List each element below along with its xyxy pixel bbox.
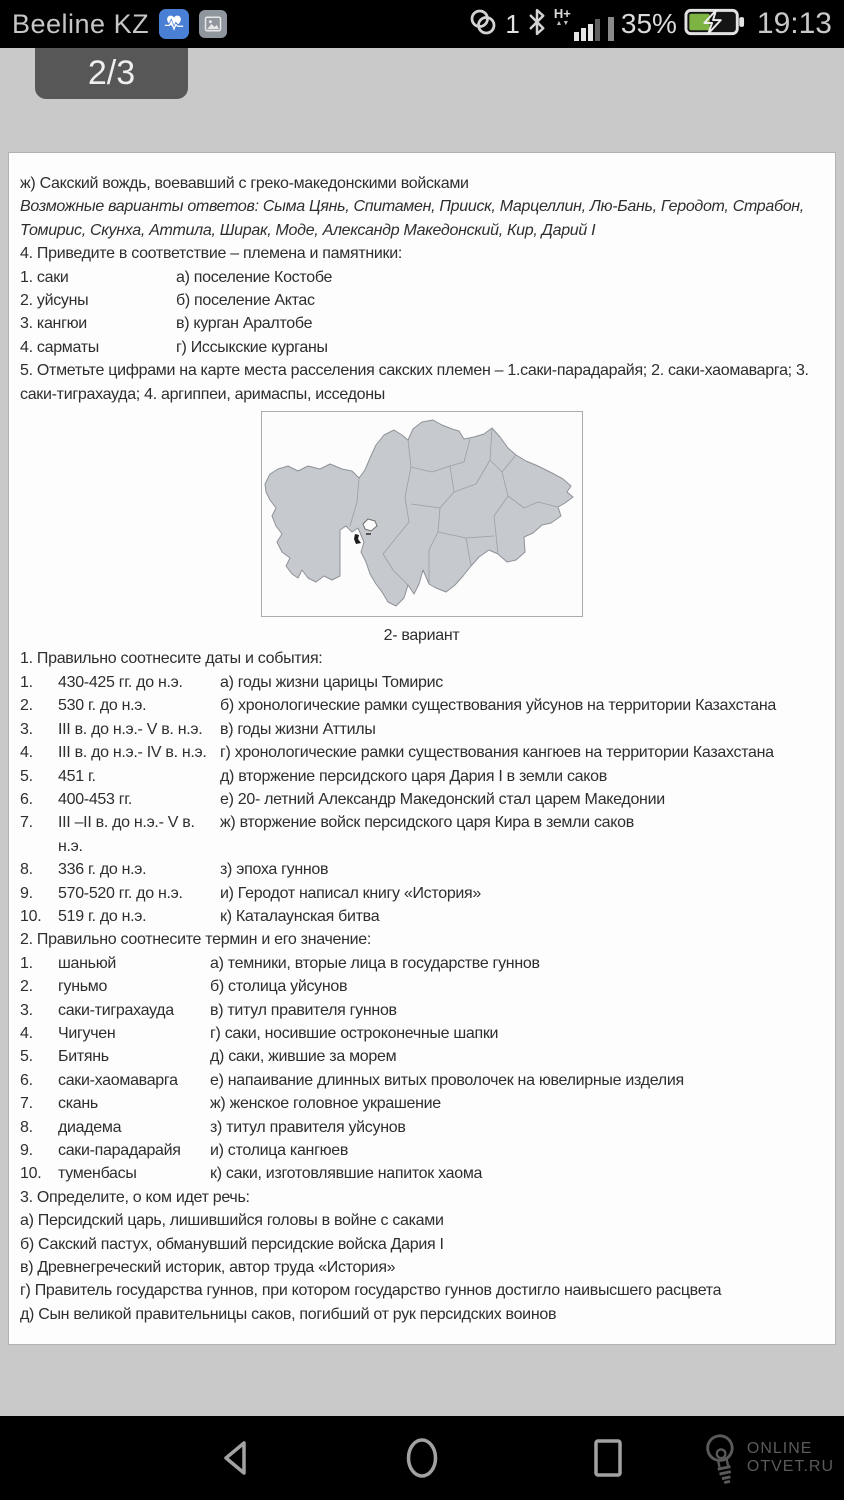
match-row: 6. саки-хаомаварга е) напаивание длинных витых проволочек на ювелирные изделия	[20, 1069, 823, 1092]
match-row: 2. 530 г. до н.э. б) хронологические рамки существования уйсунов на территории Казахстана	[20, 694, 823, 717]
match-right: а) годы жизни царицы Томирис	[220, 673, 443, 691]
match-row: 1. 430-425 гг. до н.э. а) годы жизни царицы Томирис	[20, 671, 823, 694]
match-row: 9. 570-520 гг. до н.э. и) Геродот написал книгу «История»	[20, 882, 823, 905]
match-left: 4. сарматы	[20, 338, 99, 356]
match-right: ж) вторжение войск персидского царя Кира в земли саков	[220, 814, 634, 832]
watermark	[701, 1432, 834, 1484]
question3-option: а) Персидский царь, лишившийся головы в войне с саками	[20, 1212, 444, 1230]
clock: 19:13	[756, 7, 832, 40]
match-row: 3. III в. до н.э.- V в. н.э. в) годы жизни Аттилы	[20, 718, 823, 741]
match-right: д) саки, жившие за морем	[210, 1048, 397, 1066]
match-right: д) вторжение персидского царя Дария I в земли саков	[220, 767, 607, 785]
home-button[interactable]	[382, 1416, 462, 1500]
kazakhstan-regions-map	[261, 411, 583, 617]
match-right: г) саки, носившие остроконечные шапки	[210, 1024, 499, 1042]
network-type-label: H+	[553, 6, 571, 21]
possible-answers-line: Возможные варианты ответов: Сыма Цянь, Спитамен, Прииск, Марцеллин, Лю-Бань, Геродот, Страбон, Томирис, Скунха, Аттила, Ширак, Моде, Александр Македонский, Кир, Дарий I	[20, 198, 804, 239]
match-right: а) поселение Костобе	[176, 268, 333, 286]
match-left: саки-хаомаварга	[58, 1071, 178, 1089]
battery-charging-icon	[684, 6, 746, 43]
match-row	[20, 289, 823, 312]
match-row	[20, 266, 823, 289]
bluetooth-icon	[527, 7, 547, 42]
recents-square-icon	[593, 1438, 623, 1478]
match-row: 4. III в. до н.э.- IV в. н.э. г) хронологические рамки существования кангюев на территории Казахстана	[20, 741, 823, 764]
match-row	[20, 312, 823, 335]
match-left: III в. до н.э.- IV в. н.э.	[58, 744, 207, 762]
match-row: 4. Чигучен г) саки, носившие остроконечные шапки	[20, 1022, 823, 1045]
match-row: 10. 519 г. до н.э. к) Каталаунская битва	[20, 905, 823, 928]
match-left: III в. до н.э.- V в. н.э.	[58, 720, 203, 738]
match-right: б) поселение Актас	[176, 292, 315, 310]
status-bar	[0, 0, 844, 48]
match-left: 519 г. до н.э.	[58, 907, 147, 925]
match-row: 2. гуньмо б) столица уйсунов	[20, 975, 823, 998]
answer-option-zh: ж) Сакский вождь, воевавший с греко-македонскими войсками	[20, 175, 469, 192]
android-nav-bar	[0, 1416, 844, 1500]
data-arrows-icon: ▲▼	[555, 20, 570, 27]
sync-loop-icon	[468, 7, 498, 42]
match-left: 530 г. до н.э.	[58, 697, 147, 715]
gallery-notification-icon	[199, 10, 227, 38]
match-right: з) титул правителя уйсунов	[210, 1118, 406, 1136]
match-row: 9. саки-парадарайя и) столица кангюев	[20, 1139, 823, 1162]
match-left: 400-453 гг.	[58, 790, 133, 808]
match-left: Чигучен	[58, 1024, 116, 1042]
match-left: гуньмо	[58, 978, 108, 996]
match-right: в) годы жизни Аттилы	[220, 720, 376, 738]
match-right: е) 20- летний Александр Македонский стал царем Македонии	[220, 790, 665, 808]
match-right: в) титул правителя гуннов	[210, 1001, 397, 1019]
match-right: з) эпоха гуннов	[220, 861, 329, 879]
carrier-label: Beeline KZ	[12, 8, 150, 39]
variant-heading: 2- вариант	[383, 627, 460, 645]
match-right: г) Иссыкские курганы	[176, 338, 328, 356]
match-left: III –II в. до н.э.- V в. н.э.	[58, 814, 195, 855]
lightbulb-icon	[696, 1428, 748, 1488]
kazakhstan-outline	[265, 420, 573, 606]
match-row: 7. скань ж) женское головное украшение	[20, 1092, 823, 1115]
match-right: е) напаивание длинных витых проволочек на ювелирные изделия	[210, 1071, 684, 1089]
match-right: к) Каталаунская битва	[220, 907, 380, 925]
match-left: 3. кангюи	[20, 315, 87, 333]
match-right: г) хронологические рамки существования кангюев на территории Казахстана	[220, 744, 774, 762]
question5-text: 5. Отметьте цифрами на карте места расселения сакских племен – 1.саки-парадарайя; 2. саки-хаомаварга; 3. саки-тиграхауда; 4. аргиппеи, аримаспы, исседоны	[20, 362, 809, 403]
match-right: б) столица уйсунов	[210, 978, 348, 996]
back-triangle-icon	[222, 1439, 248, 1477]
notification-count: 1	[505, 8, 520, 39]
match-left: 430-425 гг. до н.э.	[58, 673, 183, 691]
question4-title: 4. Приведите в соответствие – племена и памятники:	[20, 245, 403, 263]
match-left: саки-тиграхауда	[58, 1001, 174, 1019]
battery-percent: 35%	[620, 8, 677, 39]
document-page	[8, 152, 836, 1345]
page-indicator-label: 2/3	[87, 54, 136, 92]
question1-title: 1. Правильно соотнесите даты и события:	[20, 650, 323, 668]
watermark-line1: ONLINE	[746, 1440, 813, 1457]
map-dark-marker	[354, 534, 361, 544]
match-left: 451 г.	[58, 767, 96, 785]
match-right: и) Геродот написал книгу «История»	[220, 884, 482, 902]
back-button[interactable]	[195, 1416, 275, 1500]
match-right: б) хронологические рамки существования уйсунов на территории Казахстана	[220, 697, 776, 715]
match-row: 1. шаньюй а) темники, вторые лица в государстве гуннов	[20, 952, 823, 975]
match-left: 1. саки	[20, 268, 69, 286]
question3-option: в) Древнегреческий историк, автор труда «История»	[20, 1259, 396, 1277]
signal-bars	[554, 7, 614, 41]
question3-option: д) Сын великой правительницы саков, погибший от рук персидских воинов	[20, 1305, 557, 1323]
match-right: к) саки, изготовлявшие напиток хаома	[210, 1165, 483, 1183]
health-app-icon	[159, 9, 189, 39]
match-right: ж) женское головное украшение	[210, 1095, 441, 1113]
question3-option: г) Правитель государства гуннов, при котором государство гуннов достигло наивысшего расцвета	[20, 1282, 722, 1300]
match-row: 10. туменбасы к) саки, изготовлявшие напиток хаома	[20, 1162, 823, 1185]
match-right: и) столица кангюев	[210, 1142, 349, 1159]
match-row: 6. 400-453 гг. е) 20- летний Александр Македонский стал царем Македонии	[20, 788, 823, 811]
match-left: 2. уйсуны	[20, 292, 89, 310]
match-row: 5. 451 г. д) вторжение персидского царя Дария I в земли саков	[20, 765, 823, 788]
match-right: а) темники, вторые лица в государстве гуннов	[210, 954, 540, 972]
match-row: 7. III –II в. до н.э.- V в. н.э. ж) вторжение войск персидского царя Кира в земли саков	[20, 811, 823, 858]
home-circle-icon	[405, 1437, 439, 1479]
match-left: Битянь	[58, 1048, 109, 1066]
question2-title: 2. Правильно соотнесите термин и его значение:	[20, 931, 372, 949]
match-row: 3. саки-тиграхауда в) титул правителя гуннов	[20, 999, 823, 1022]
match-left: скань	[58, 1095, 98, 1113]
match-row: 5. Битянь д) саки, жившие за морем	[20, 1045, 823, 1068]
watermark-line2: OTVET.RU	[746, 1458, 834, 1475]
question3-title: 3. Определите, о ком идет речь:	[20, 1188, 250, 1206]
sim2-signal-bar	[608, 17, 614, 41]
match-left: саки-парадарайя	[58, 1142, 181, 1159]
match-left: 336 г. до н.э.	[58, 861, 147, 879]
match-row	[20, 336, 823, 359]
match-row: 8. диадема з) титул правителя уйсунов	[20, 1116, 823, 1139]
match-right: в) курган Аралтобе	[176, 315, 313, 333]
match-left: туменбасы	[58, 1165, 137, 1183]
recents-button[interactable]	[568, 1416, 648, 1500]
match-left: шаньюй	[58, 954, 117, 972]
question3-option: б) Сакский пастух, обманувший персидские войска Дария I	[20, 1235, 444, 1253]
match-left: диадема	[58, 1118, 122, 1136]
match-left: 570-520 гг. до н.э.	[58, 884, 183, 902]
match-row: 8. 336 г. до н.э. з) эпоха гуннов	[20, 858, 823, 881]
page-indicator-badge	[35, 48, 188, 99]
